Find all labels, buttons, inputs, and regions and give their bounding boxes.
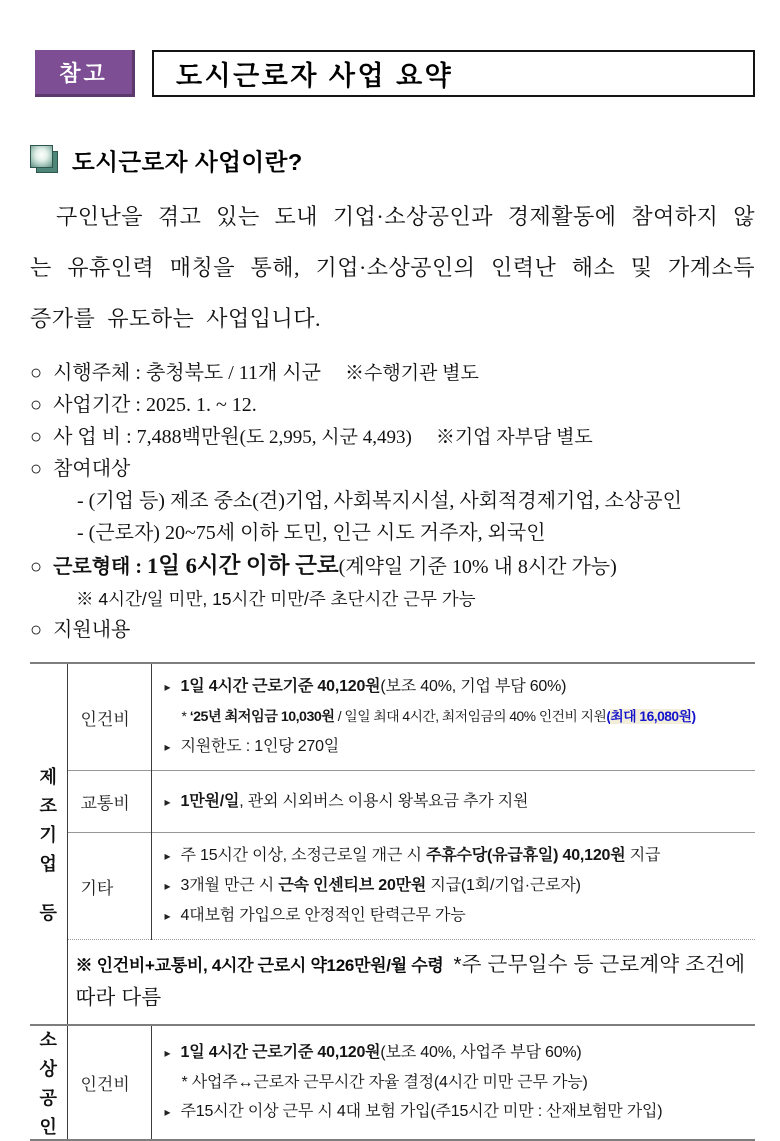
item-value: 충청북도 / 11개 시군	[145, 362, 321, 384]
group-char: 인	[39, 1117, 57, 1137]
row-label: 인건비	[80, 709, 130, 729]
text-segment: (보조 40%, 기업 부담 60%)	[380, 678, 567, 695]
text-segment: )	[691, 709, 696, 724]
group-char: 조	[39, 796, 57, 816]
group-vertical-label	[30, 763, 67, 925]
overview-list	[30, 358, 755, 646]
item-label: 사 업 비	[53, 426, 122, 448]
circle-bullet-icon: ○	[30, 426, 43, 448]
intro-heading: 도시근로자 사업이란?	[72, 149, 303, 175]
list-item-operator	[30, 358, 755, 389]
table-row	[30, 663, 755, 771]
triangle-bullet-icon: ▸	[164, 1046, 171, 1060]
note-bold-text: ※ 인건비+교통비, 4시간 근로시 약126만원/월 수령	[75, 956, 444, 975]
item-label: 지원내용	[53, 619, 131, 641]
content-line	[165, 787, 754, 817]
list-item-budget	[30, 422, 755, 453]
table-note-row	[30, 940, 755, 1026]
item-value: 7,488백만원	[136, 426, 240, 448]
circle-bullet-icon: ○	[30, 394, 43, 416]
triangle-bullet-icon: ▸	[164, 794, 171, 809]
content-line	[165, 1038, 754, 1068]
sub-item-workers: - (근로자) 20~75세 이하 도민, 인근 시도 거주자, 외국인	[77, 522, 546, 544]
content-line	[165, 901, 754, 931]
text-segment: 지원한도 : 1인당 270일	[180, 738, 340, 755]
row-label-cell	[67, 1025, 151, 1140]
group-char: 소	[39, 1030, 57, 1050]
circle-bullet-icon: ○	[30, 458, 43, 480]
group-char: 제	[39, 767, 57, 787]
group-cell-smallbusiness	[30, 1025, 67, 1140]
list-item-period	[30, 390, 755, 421]
row-label: 교통비	[80, 794, 130, 813]
teal-square-icon	[30, 145, 60, 175]
row-label: 인건비	[80, 1075, 130, 1094]
item-value: 2025. 1. ~ 12.	[145, 394, 257, 416]
row-label-cell	[67, 663, 151, 771]
doc-header	[35, 50, 755, 97]
section-heading	[30, 143, 755, 177]
item-label: 시행주체	[53, 362, 131, 384]
item-strong-value: 1일 6시간 이하 근로	[147, 553, 339, 578]
text-segment: (보조 40%, 사업주 부담 60%)	[380, 1044, 582, 1061]
sub-item-companies: - (기업 등) 제조 중소(견)기업, 사회복지시설, 사회적경제기업, 소상공인	[77, 490, 682, 512]
triangle-bullet-icon: ▸	[164, 740, 171, 754]
text-segment: 1만원/일	[180, 792, 240, 810]
reference-badge	[35, 50, 135, 97]
row-content-cell	[151, 663, 755, 771]
content-line	[165, 871, 754, 901]
table-row	[30, 833, 755, 940]
circle-bullet-icon: ○	[30, 362, 43, 384]
list-item-support	[30, 615, 755, 646]
content-subline	[165, 1068, 754, 1097]
item-detail: (도 2,995, 시군 4,493)	[239, 427, 412, 448]
row-content-cell	[151, 833, 755, 940]
text-segment: * 사업주↔근로자 근무시간 자율 결정(4시간 미만 근무 가능)	[181, 1074, 588, 1091]
content-line	[165, 841, 754, 871]
text-segment: 3개월 만근 시	[180, 877, 279, 894]
circle-bullet-icon: ○	[30, 556, 43, 578]
group-cell-manufacturing	[30, 663, 67, 1025]
worktype-note: ※ 4시간/일 미만, 15시간 미만/주 초단시간 근무 가능	[76, 589, 476, 609]
text-segment: 1일 4시간 근로기준 40,120원	[180, 678, 381, 695]
group-char: 업	[39, 854, 57, 874]
content-subline	[165, 702, 754, 732]
item-label: 근로형태	[53, 556, 131, 578]
content-line	[165, 672, 754, 702]
item-note: ※기업 자부담 별도	[435, 427, 593, 448]
content-line	[165, 1097, 754, 1127]
group-char: 공	[39, 1088, 57, 1108]
row-label: 기타	[80, 878, 114, 898]
item-separator: :	[130, 556, 148, 578]
item-separator: :	[130, 394, 146, 416]
document-title-box	[152, 50, 755, 97]
text-segment: 주 15시간 이상, 소정근로일 개근 시	[180, 847, 426, 864]
intro-section	[30, 143, 755, 344]
text-segment: , 관외 시외버스 이용시 왕복요금 추가 지원	[239, 792, 529, 810]
item-label: 참여대상	[53, 458, 131, 480]
list-item-participants	[30, 454, 755, 485]
group-char: 상	[39, 1059, 57, 1079]
triangle-bullet-icon: ▸	[164, 849, 171, 863]
text-segment: 주휴수당(유급휴일) 40,120원	[425, 847, 626, 864]
circle-bullet-icon: ○	[30, 619, 43, 641]
item-label: 사업기간	[53, 394, 131, 416]
text-segment: / 일일 최대 4시간, 최저임금의 40% 인건비 지원	[334, 709, 607, 724]
text-segment: 근속 인센티브 20만원	[278, 877, 427, 894]
item-note: ※수행기관 별도	[345, 363, 479, 384]
row-content-cell	[151, 771, 755, 833]
triangle-bullet-icon: ▸	[164, 879, 171, 893]
text-segment: 주15시간 이상 근무 시 4대 보험 가입(주15시간 미만 : 산재보험만 가입)	[180, 1103, 663, 1120]
note-light-text: *주 근무일수 등 근로계약 조건에 따라 다름	[75, 953, 746, 1009]
text-segment: 1일 4시간 근로기준 40,120원	[180, 1044, 381, 1061]
row-label-cell	[67, 771, 151, 833]
note-cell	[67, 940, 755, 1026]
text-segment: 지급	[625, 847, 661, 864]
teal-square-icon-face	[30, 145, 53, 168]
group-char: 기	[39, 825, 57, 845]
table-row	[30, 771, 755, 833]
item-separator: :	[121, 426, 137, 448]
page-title: 도시근로자 사업 요약	[176, 61, 454, 91]
content-line	[165, 732, 754, 762]
reference-badge-label: 참고	[59, 60, 108, 86]
list-item-worktype	[30, 550, 755, 583]
group-vertical-label	[30, 1026, 67, 1139]
triangle-bullet-icon: ▸	[164, 680, 171, 694]
triangle-bullet-icon: ▸	[164, 1105, 171, 1119]
intro-paragraph: 구인난을 겪고 있는 도내 기업·소상공인과 경제활동에 참여하지 않는 유휴인력 매칭을 통해, 기업·소상공인의 인력난 해소 및 가계소득 증가를 유도하는 사업입니다.	[30, 204, 755, 331]
row-content-cell	[151, 1025, 755, 1140]
text-segment: 4대보험 가입으로 안정적인 탄력근무 가능	[180, 907, 466, 924]
highlighted-amount: 최대 16,080원	[610, 709, 692, 724]
table-row	[30, 1025, 755, 1140]
item-separator: :	[130, 362, 146, 384]
text-segment: 지급(1회/기업·근로자)	[426, 877, 581, 894]
item-detail: (계약일 기준 10% 내 8시간 가능)	[338, 556, 617, 578]
text-segment: (	[606, 709, 611, 724]
text-segment: ‘25년 최저임금 10,030원	[189, 709, 335, 725]
triangle-bullet-icon: ▸	[164, 909, 171, 923]
row-label-cell	[67, 833, 151, 940]
support-table	[30, 662, 755, 1141]
group-char: 등	[39, 903, 57, 923]
text-segment: *	[181, 709, 190, 724]
